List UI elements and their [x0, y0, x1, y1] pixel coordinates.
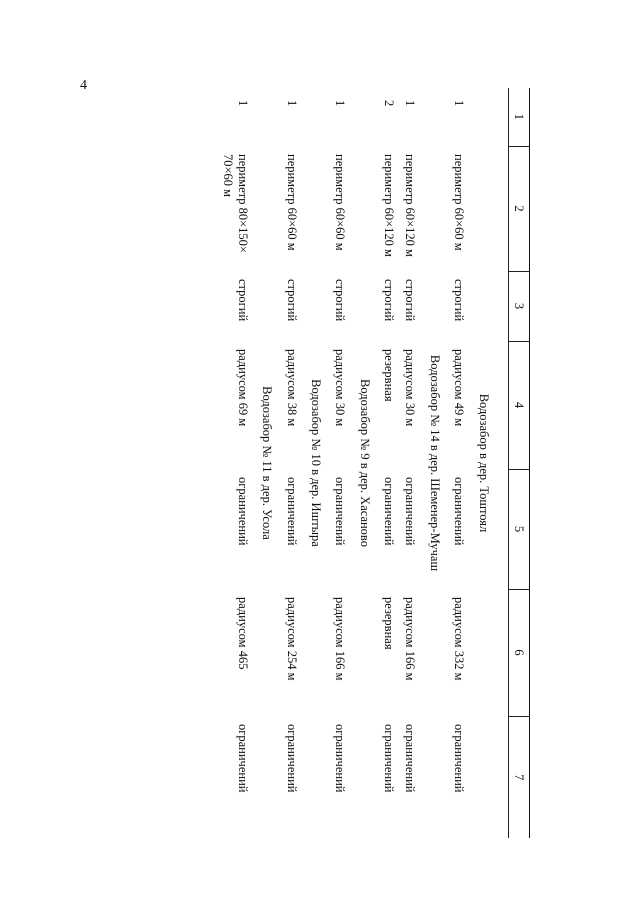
cell-zone2-radius: радиусом 465: [235, 597, 250, 670]
cell-number: 1: [403, 100, 418, 107]
table-row: [379, 88, 400, 838]
cell-zone2-type: ограничений: [452, 477, 467, 546]
table-row: [218, 88, 254, 838]
cell-zone3-type: ограничений: [403, 724, 418, 793]
cell-perimeter: периметр 80×150× 70×60 м: [221, 154, 250, 253]
cell-number: 1: [333, 100, 348, 107]
header-col-7: 7: [508, 716, 529, 838]
section-title: Водозабор № 9 в дер. Хасаново: [357, 379, 372, 547]
table-row: [449, 88, 470, 838]
cell-zone2-type: ограничений: [333, 477, 348, 546]
header-col-6: 6: [508, 589, 529, 716]
water-intake-table: [218, 88, 530, 838]
cell-number: 1: [284, 100, 299, 107]
cell-zone1-type: строгий: [284, 279, 299, 322]
cell-zone2-type: ограничений: [382, 477, 397, 546]
header-col-2: 2: [508, 146, 529, 271]
cell-zone2-radius: радиусом 166 м: [333, 597, 348, 681]
section-title: Водозабор № 10 в дер. Иштыра: [309, 379, 323, 547]
cell-zone2-type: ограничений: [235, 477, 250, 546]
cell-zone1-type: строгий: [452, 279, 467, 322]
cell-zone2-type: ограничений: [284, 477, 299, 546]
cell-zone1-type: строгий: [382, 279, 397, 322]
cell-zone3-type: ограничений: [333, 724, 348, 793]
cell-zone2-radius: резервная: [382, 597, 397, 650]
header-col-1: 1: [508, 88, 529, 146]
cell-perimeter: периметр 60×120 м: [403, 154, 418, 257]
cell-zone1-type: строгий: [235, 279, 250, 322]
cell-perimeter: периметр 60×120 м: [382, 154, 397, 257]
section-title-row: [254, 88, 281, 838]
header-col-4: 4: [508, 341, 529, 469]
cell-zone2-radius: радиусом 166 м: [403, 597, 418, 681]
rotated-table-container: [110, 88, 530, 838]
cell-zone1-radius: радиусом 38 м: [284, 349, 299, 427]
page-number: 4: [80, 78, 87, 93]
cell-perimeter: периметр 60×60 м: [452, 154, 467, 251]
cell-perimeter: периметр 60×60 м: [333, 154, 348, 251]
table-row: [400, 88, 421, 838]
table-row: [281, 88, 302, 838]
cell-zone3-type: ограничений: [235, 724, 250, 793]
table-header-row: [508, 88, 529, 838]
cell-zone1-radius: резервная: [382, 349, 397, 402]
cell-zone1-radius: радиусом 30 м: [403, 349, 418, 427]
cell-number: 1: [235, 100, 250, 107]
header-col-3: 3: [508, 271, 529, 341]
section-title-row: [422, 88, 449, 838]
cell-zone1-type: строгий: [403, 279, 418, 322]
section-title: Водозабор в дер. Тоштоял: [476, 393, 491, 533]
section-title: Водозабор № 11 в дер. Усола: [260, 386, 275, 540]
cell-zone2-radius: радиусом 332 м: [452, 597, 467, 681]
section-title-row: [351, 88, 378, 838]
cell-zone2-radius: радиусом 254 м: [284, 597, 299, 681]
section-title: Водозабор № 14 в дер. Шеменер-Мучаш: [427, 354, 442, 572]
cell-zone1-type: строгий: [333, 279, 348, 322]
cell-zone3-type: ограничений: [452, 724, 467, 793]
cell-zone1-radius: радиусом 69 м: [235, 349, 250, 427]
header-col-5: 5: [508, 469, 529, 589]
section-title-row: [470, 88, 497, 838]
cell-number: 2: [382, 100, 397, 107]
cell-zone1-radius: радиусом 49 м: [452, 349, 467, 427]
cell-zone1-radius: радиусом 30 м: [333, 349, 348, 427]
section-title-row: [303, 88, 330, 838]
cell-perimeter: периметр 60×60 м: [284, 154, 299, 251]
table-row: [330, 88, 351, 838]
cell-zone3-type: ограничений: [382, 724, 397, 793]
cell-zone3-type: ограничений: [284, 724, 299, 793]
cell-number: 1: [452, 100, 467, 107]
cell-zone2-type: ограничений: [403, 477, 418, 546]
